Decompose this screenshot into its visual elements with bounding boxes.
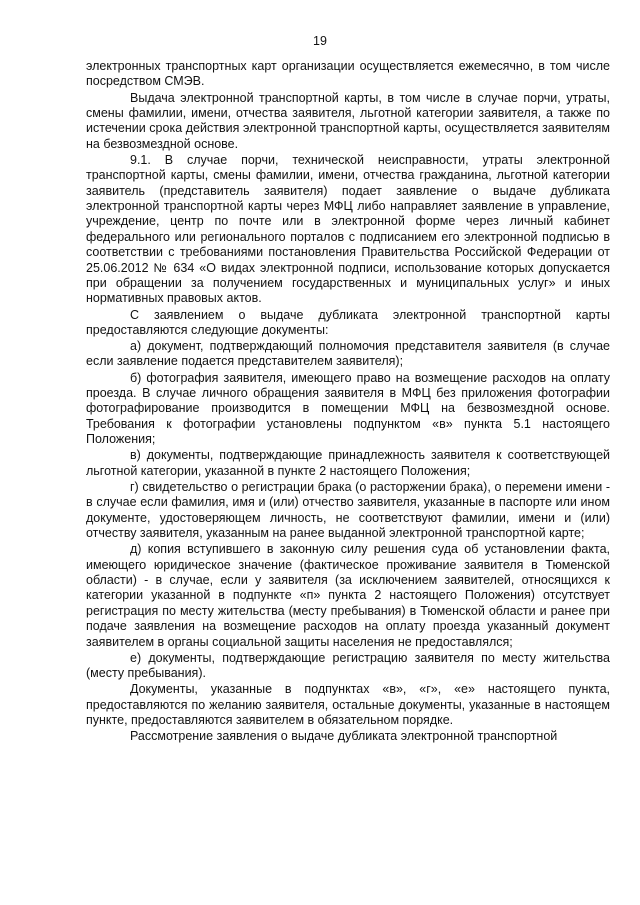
list-item-d: д) копия вступившего в законную силу решения суда об установлении факта, имеющего юридическое значение (фактическое проживание заявителя в Тюменской области) - в случае, если у заявителя (за исключением заявителей, относящихся к категории указанной в подпункте «п» пункта 2 настоящего Положения) отсутствует регистрация по месту жительства (месту пребывания) в Тюменской области и ранее при подаче заявления на возмещение расходов на оплату проезда указанный документ заявителем в органы социальной защиты населения не предоставлялся; — [86, 542, 610, 649]
paragraph-optional-documents: Документы, указанные в подпунктах «в», «г», «е» настоящего пункта, предоставляются по желанию заявителя, остальные документы, указанные в настоящем пункте, предоставляются заявителем в обязательном порядке. — [86, 682, 610, 727]
list-item-g: г) свидетельство о регистрации брака (о расторжении брака), о перемени имени - в случае если фамилия, имя и (или) отчество заявителя, указанные в паспорте или ином документе, удостоверяющем личность, не соответствуют фамилии, имени и (или) отчеству заявителя, указанным на ранее выданной электронной транспортной карте; — [86, 479, 610, 540]
page-number: 19 — [313, 34, 327, 48]
paragraph-9-1: 9.1. В случае порчи, технической неисправности, утраты электронной транспортной карты, смены фамилии, имени, отчества гражданина, льготной категории заявитель (представитель заявителя) подает заявление о выдаче дубликата электронной транспортной карты через МФЦ либо направляет заявление в управление, учреждение, центр по почте или в электронной форме через личный кабинет федерального или регионального порталов с подписанием его электронной подписью в соответствии с требованиями постановления Правительства Российской Федерации от 25.06.2012 № 634 «О видах электронной подписи, использование которых допускается при обращении за получением государственных и муниципальных услуг» и иных нормативных правовых актов. — [86, 152, 610, 306]
paragraph-continuation: электронных транспортных карт организации осуществляется ежемесячно, в том числе посредством СМЭВ. — [86, 59, 610, 89]
paragraph-review-start: Рассмотрение заявления о выдаче дубликата электронной транспортной — [130, 729, 558, 744]
paragraph-documents-intro: С заявлением о выдаче дубликата электронной транспортной карты предоставляются следующие документы: — [86, 307, 610, 337]
list-item-b: б) фотография заявителя, имеющего право на возмещение расходов на оплату проезда. В случае личного обращения заявителя в МФЦ без приложения фотографии фотографирование производится в помещении МФЦ на безвозмездной основе. Требования к фотографии установлены подпунктом «в» пункта 5.1 настоящего Положения; — [86, 370, 610, 447]
list-item-v: в) документы, подтверждающие принадлежность заявителя к соответствующей льготной категории, указанной в пункте 2 настоящего Положения; — [86, 448, 610, 478]
paragraph-card-issuance: Выдача электронной транспортной карты, в том числе в случае порчи, утраты, смены фамилии, имени, отчества заявителя, льготной категории заявителя, а также по истечении срока действия электронной транспортной карты, осуществляется заявителям на безвозмездной основе. — [86, 90, 610, 151]
document-body — [86, 59, 610, 745]
list-item-a: а) документ, подтверждающий полномочия представителя заявителя (в случае если заявление подается представителем заявителя); — [86, 339, 610, 369]
list-item-e: е) документы, подтверждающие регистрацию заявителя по месту жительства (месту пребывания). — [86, 650, 610, 681]
